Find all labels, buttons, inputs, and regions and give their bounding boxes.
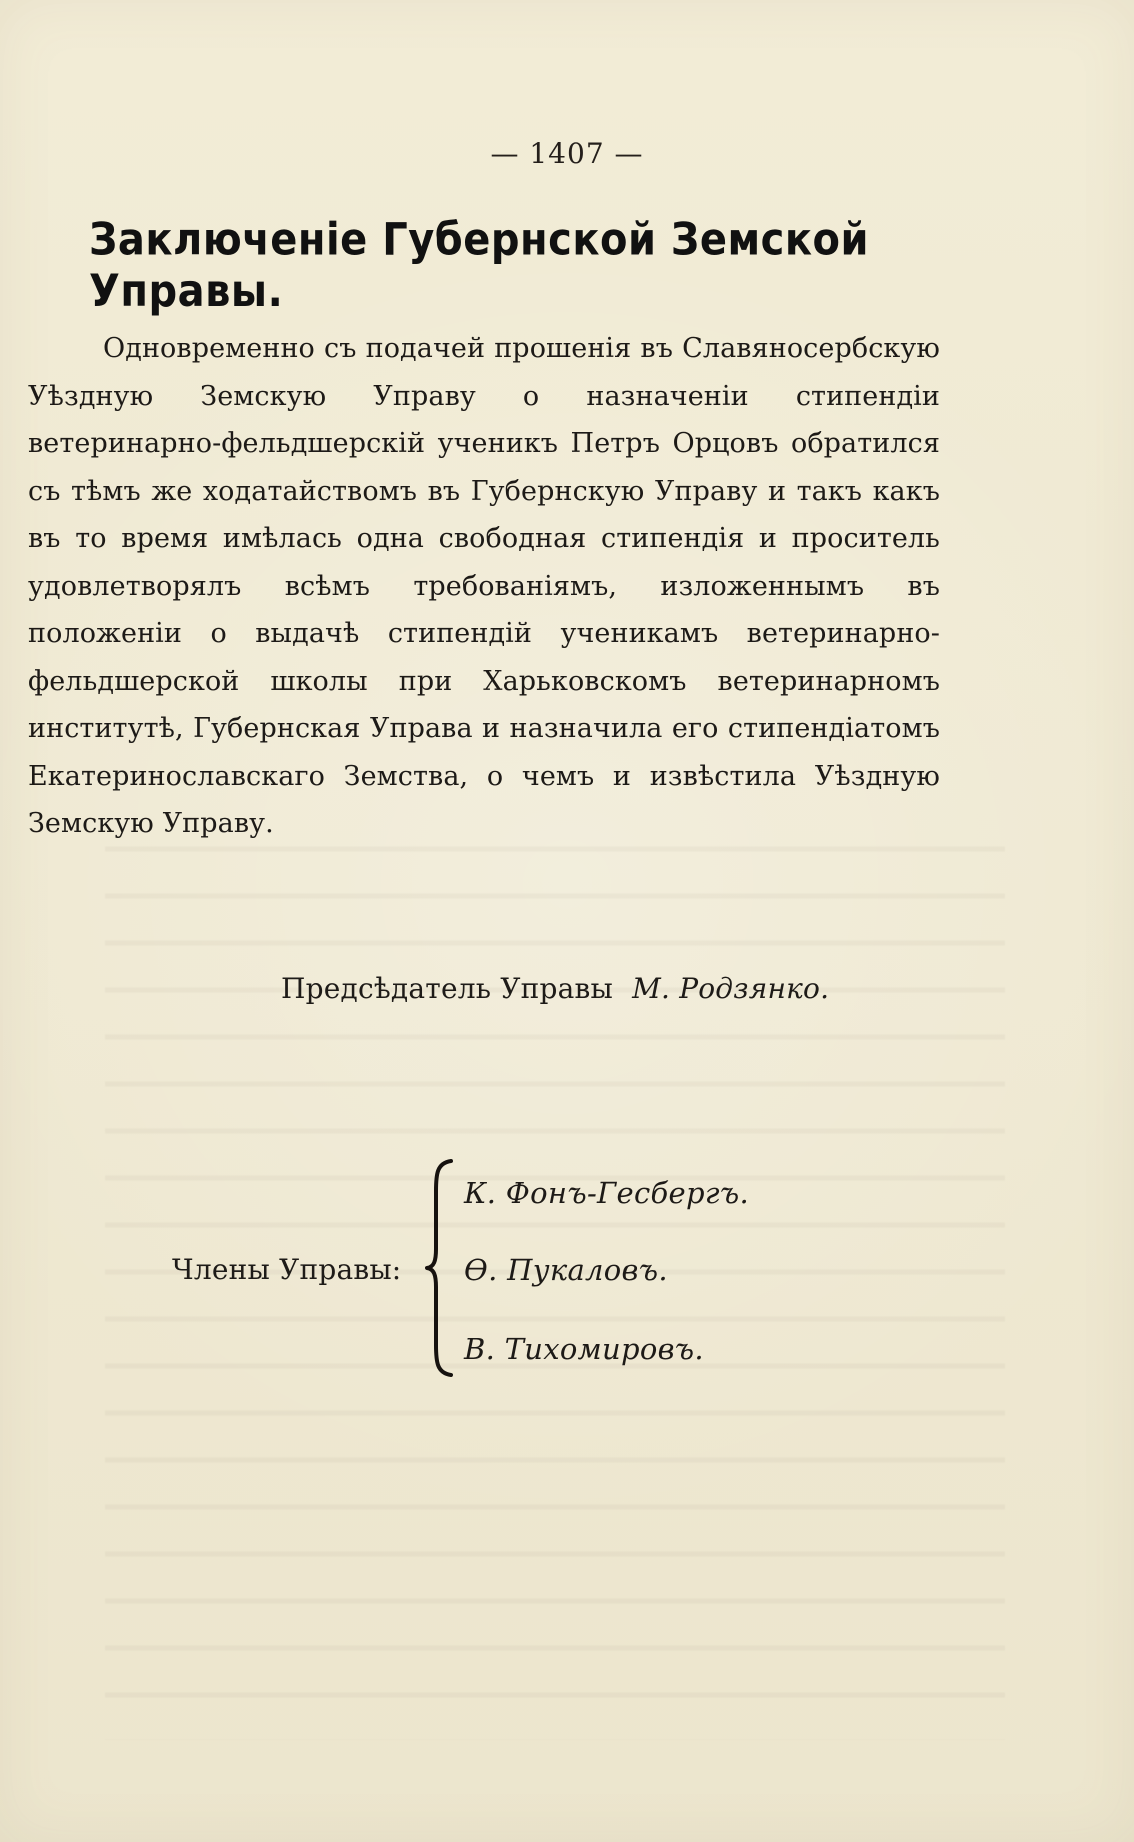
members-label: Члены Управы: [172,1253,402,1286]
page-title: Заключеніе Губернской Земской Управы. [89,214,870,318]
member-name: В. Тихомировъ. [464,1332,704,1366]
chairman-signature [281,972,829,1005]
body-paragraph: Одновременно съ подачей прошенія въ Славяносербскую Уѣздную Земскую Управу о назначеніи стипендіи ветеринарно-фельдшерскій ученикъ Петръ Орцовъ обратился съ тѣмъ же ходатайствомъ въ Губернскую Управу и такъ какъ въ то время имѣлась одна свободная стипендія и проситель удовлетворялъ всѣмъ требованіямъ, изложеннымъ въ положеніи о выдачѣ стипендій ученикамъ ветеринарно-фельдшерской школы при Харьковскомъ ветеринарномъ институтѣ, Губернская Управа и назначила его стипендіатомъ Екатеринославскаго Земства, о чемъ и извѣстила Уѣздную Земскую Управу. [28,333,940,839]
page-number: — 1407 — [490,137,644,170]
member-name: Ѳ. Пукаловъ. [464,1253,668,1287]
chairman-name: М. Родзянко. [632,972,830,1005]
member-name: К. Фонъ-Гесбергъ. [464,1176,749,1210]
members-brace [423,1157,457,1379]
chairman-role: Предсѣдатель Управы [281,972,614,1005]
